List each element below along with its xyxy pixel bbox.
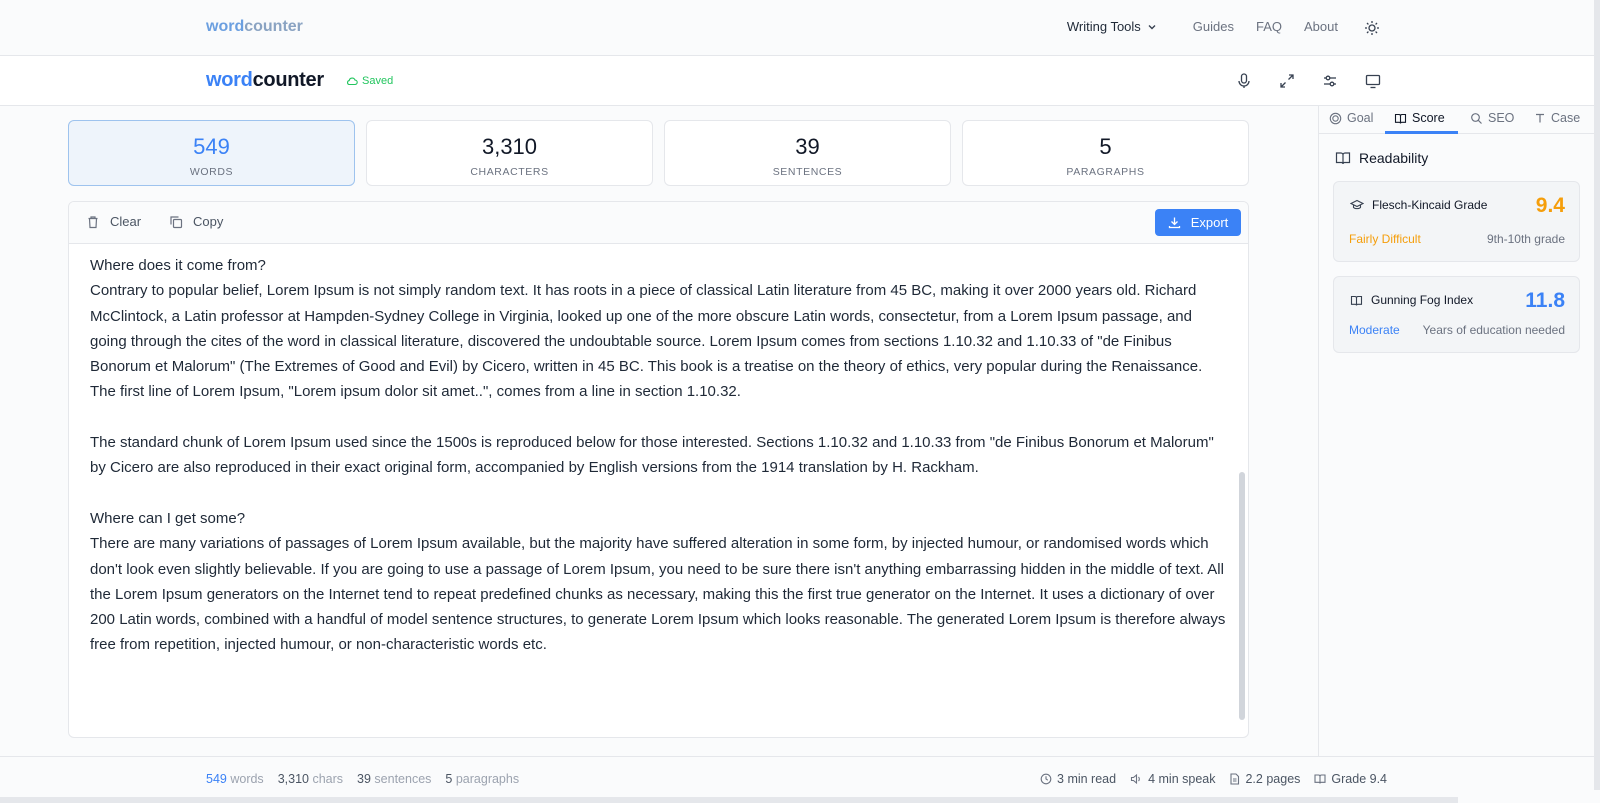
editor-toolbar <box>69 202 1248 244</box>
nav-links <box>1067 19 1360 34</box>
top-nav <box>0 0 1600 56</box>
flesch-kincaid-value: 9.4 <box>1535 194 1565 217</box>
tab-seo-label: SEO <box>1488 111 1515 125</box>
search-icon <box>1470 112 1483 125</box>
copy-label: Copy <box>193 214 224 229</box>
saved-status <box>346 75 393 87</box>
book-open-icon <box>1335 150 1351 166</box>
gunning-fog-value: 11.8 <box>1525 289 1565 312</box>
tab-score-label: Score <box>1412 111 1445 125</box>
export-label: Export <box>1190 215 1229 230</box>
stat-paragraphs[interactable] <box>962 120 1249 186</box>
book-open-icon <box>1394 112 1407 125</box>
clock-icon <box>1040 773 1052 785</box>
tab-seo[interactable] <box>1470 111 1514 125</box>
tab-case[interactable] <box>1534 111 1580 125</box>
readability-heading <box>1335 150 1428 166</box>
status-speak-time: 4 min speak <box>1130 772 1215 786</box>
text-paragraph: Where does it come from? <box>90 257 266 274</box>
toolbar-icons <box>1235 72 1382 90</box>
readability-title: Readability <box>1359 150 1429 166</box>
tab-goal[interactable] <box>1329 111 1373 125</box>
gunning-fog-level: Moderate <box>1349 323 1400 337</box>
stat-characters-value: 3,310 <box>481 134 538 159</box>
card-title: Gunning Fog Index <box>1350 293 1473 307</box>
tab-goal-label: Goal <box>1347 111 1374 125</box>
text-paragraph: Where can I get some? <box>90 509 246 527</box>
editor-scrollbar[interactable] <box>1239 472 1245 720</box>
settings-sliders-icon[interactable] <box>1321 72 1339 90</box>
text-paragraph: The standard chunk of Lorem Ipsum used since the 1500s is reproduced below for those interested. Sections 1.10.32 and 1.10.33 from "de Finibus Bonorum et Malorum" by Cicero are also reproduced in their exact original form, accompanied by English versions from the 1914 translation by H. Rackham. <box>90 434 1214 477</box>
status-paragraphs: 5 paragraphs <box>445 772 520 786</box>
status-metrics <box>1040 772 1387 786</box>
status-bar <box>0 756 1600 803</box>
download-icon <box>1168 216 1181 229</box>
gunning-fog-card <box>1333 276 1580 353</box>
sidebar-tabs <box>1319 106 1600 134</box>
flesch-kincaid-level: Fairly Difficult <box>1349 232 1421 246</box>
monitor-icon[interactable] <box>1364 72 1382 90</box>
editor-textarea[interactable] <box>69 244 1248 658</box>
stat-characters-label: CHARACTERS <box>470 166 549 178</box>
score-sidebar <box>1318 106 1600 756</box>
fullscreen-icon[interactable] <box>1278 72 1296 90</box>
graduation-cap-icon <box>1350 199 1364 211</box>
stat-words[interactable] <box>68 120 355 186</box>
site-logo[interactable]: wordcounter <box>206 18 303 35</box>
stat-sentences[interactable] <box>664 120 951 186</box>
file-icon <box>1229 773 1240 785</box>
book-open-icon <box>1314 773 1326 785</box>
clear-button[interactable] <box>86 214 141 229</box>
nav-link-about[interactable]: About <box>1304 19 1338 34</box>
cloud-icon <box>346 76 358 86</box>
gunning-fog-detail: Years of education needed <box>1422 323 1565 337</box>
stat-words-value: 549 <box>193 134 230 159</box>
status-chars: 3,310 chars <box>277 772 344 786</box>
tab-case-label: Case <box>1551 111 1581 125</box>
stat-sentences-label: SENTENCES <box>772 166 843 178</box>
flesch-kincaid-card <box>1333 181 1580 262</box>
theme-toggle-sun-icon[interactable] <box>1364 20 1380 36</box>
status-read-time: 3 min read <box>1040 772 1116 786</box>
text-paragraph: There are many variations of passages of Lorem Ipsum available, but the majority have suffered alteration in some form, by injected humour, or randomised words which don't look even slightly believable. If you are going to use a passage of Lorem Ipsum, you need to be sure there isn't anything embarrassing hidden in the middle of text. All the Lorem Ipsum generators on the Internet tend to repeat predefined chunks as necessary, making this the first true generator on the Internet. It uses a dictionary of over 200 Latin words, combined with a handful of model sentence structures, to generate Lorem Ipsum which looks reasonable. The generated Lorem Ipsum is therefore always free from repetition, injected humour, or non-characteristic words etc. <box>90 535 1226 654</box>
book-open-icon <box>1350 294 1363 307</box>
chevron-down-icon <box>1147 22 1157 32</box>
writing-tools-menu[interactable]: Writing Tools <box>1067 19 1157 34</box>
active-tab-indicator <box>1385 131 1458 134</box>
nav-link-guides[interactable]: Guides <box>1192 19 1234 34</box>
page-vertical-scrollbar[interactable] <box>1594 0 1600 790</box>
app-toolbar <box>0 56 1600 106</box>
nav-link-faq[interactable]: FAQ <box>1256 19 1283 34</box>
stat-characters[interactable] <box>366 120 653 186</box>
microphone-icon[interactable] <box>1235 72 1253 90</box>
type-icon <box>1534 112 1546 124</box>
copy-button[interactable] <box>169 214 223 229</box>
speaker-icon <box>1130 773 1143 785</box>
card-title: Flesch-Kincaid Grade <box>1350 198 1487 212</box>
target-icon <box>1329 112 1342 125</box>
stat-words-label: WORDS <box>189 166 234 178</box>
status-grade: Grade 9.4 <box>1314 772 1387 786</box>
page-horizontal-scrollbar[interactable] <box>0 797 1458 803</box>
export-button[interactable] <box>1155 209 1241 236</box>
clear-label: Clear <box>110 214 142 229</box>
stat-paragraphs-label: PARAGRAPHS <box>1066 166 1145 178</box>
stat-sentences-value: 39 <box>795 134 820 159</box>
status-counts <box>206 772 519 786</box>
tab-score[interactable] <box>1394 111 1445 125</box>
app-logo: wordcounter <box>206 69 324 91</box>
status-sentences: 39 sentences <box>357 772 432 786</box>
stat-paragraphs-value: 5 <box>1099 134 1112 159</box>
flesch-kincaid-detail: 9th-10th grade <box>1486 232 1565 246</box>
text-paragraph: Contrary to popular belief, Lorem Ipsum is not simply random text. It has roots in a piece of classical Latin literature from 45 BC, making it over 2000 years old. Richard McClintock, a Latin professor at Hampden-Sydney College in Virginia, looked up one of the more obscure Latin words, consectetur, from a Lorem Ipsum passage, and going through the cites of the word in classical literature, discovered the undoubtable source. Lorem Ipsum comes from sections 1.10.32 and 1.10.33 of "de Finibus Bonorum et Malorum" (The Extremes of Good and Evil) by Cicero, written in 45 BC. This book is a treatise on the theory of ethics, very popular during the Renaissance. The first line of Lorem Ipsum, "Lorem ipsum dolor sit amet..", comes from a line in section 1.10.32. <box>90 282 1203 401</box>
text-editor <box>68 201 1249 738</box>
main-content <box>0 106 1318 756</box>
status-words: 549 words <box>206 772 264 786</box>
saved-label: Saved <box>362 75 394 87</box>
copy-icon <box>169 215 183 229</box>
trash-icon <box>86 215 100 229</box>
status-pages: 2.2 pages <box>1229 772 1300 786</box>
